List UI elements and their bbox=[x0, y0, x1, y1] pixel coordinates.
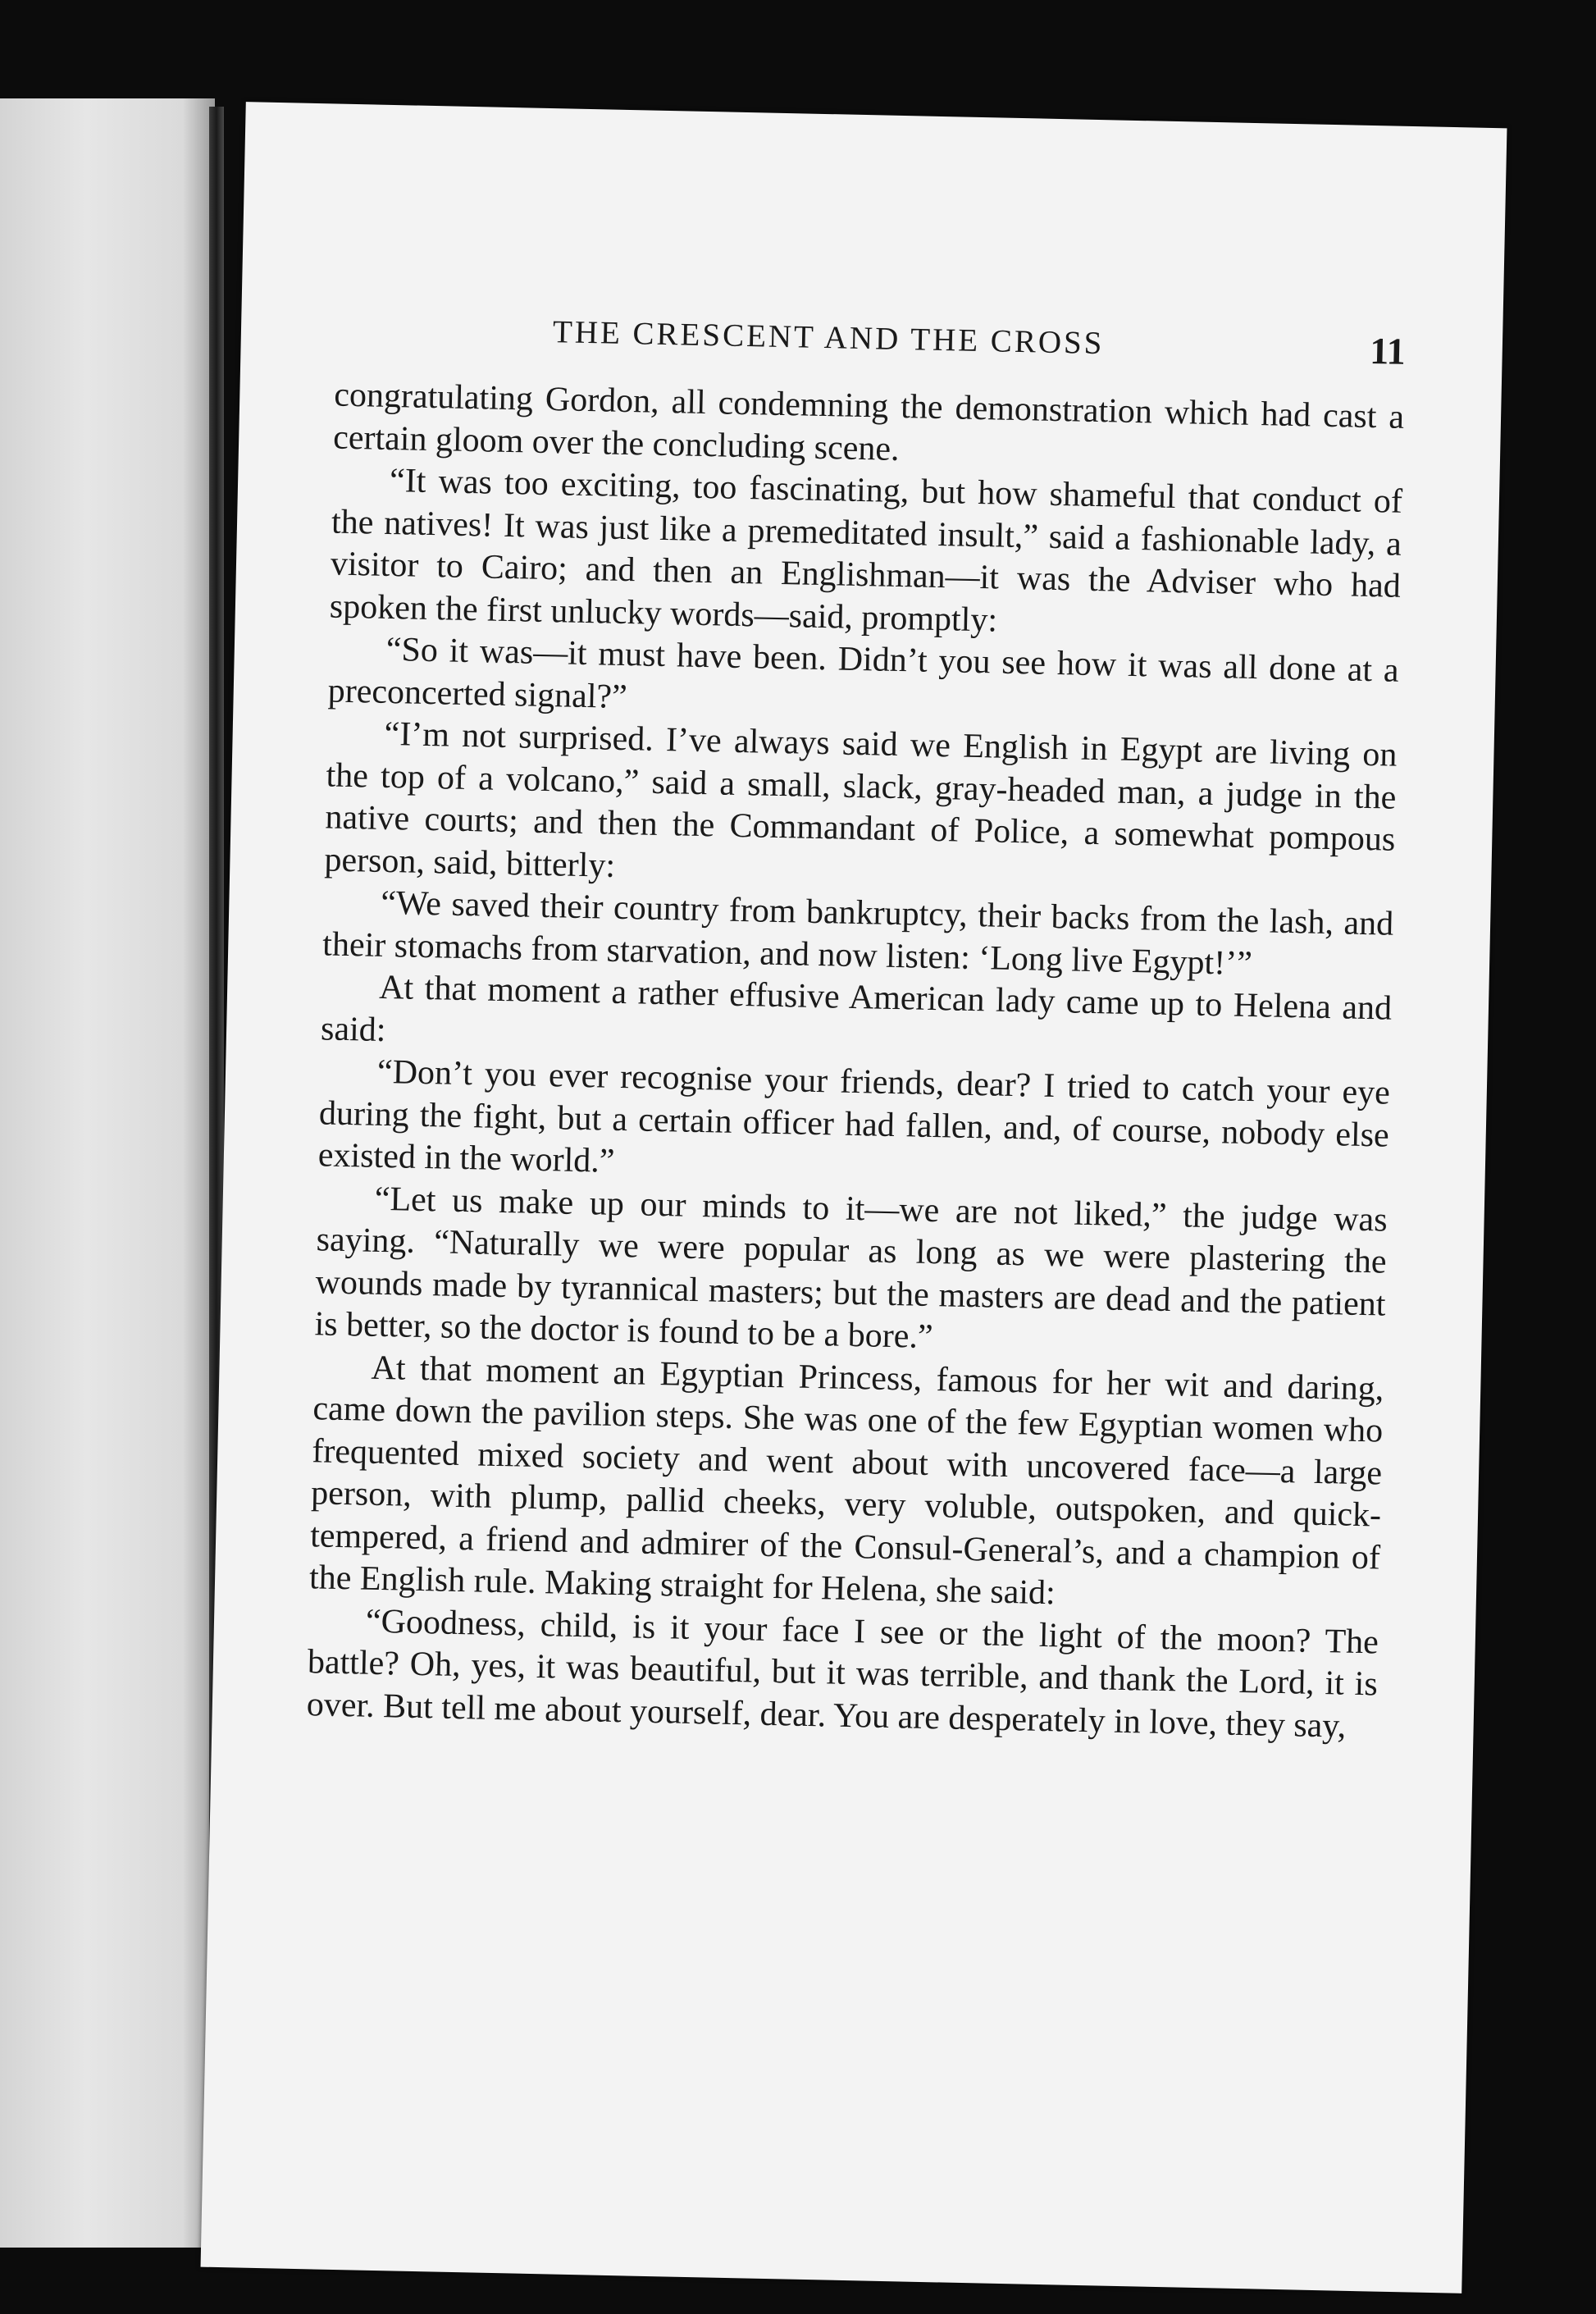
paragraph: “Don’t you ever recognise your friends, dear? I tried to catch your eye during the fight, but a certain officer had fallen, and, of course, nobody else existed in the world.” bbox=[317, 1052, 1391, 1180]
book-page bbox=[201, 102, 1507, 2293]
paragraph: “We saved their country from bankruptcy, their backs from the lash, and their stomachs from starvation, and now listen: ‘Long live Egypt!’” bbox=[321, 883, 1394, 983]
paragraph: “It was too exciting, too fascinating, but how shameful that conduct of the natives! It was just like a premeditated insult,” said a fashionable lady, a visitor to Cairo; and then an Englishman—it was the Adviser who had spoken the first unlucky words—said, promptly: bbox=[329, 461, 1403, 640]
running-title: THE CRESCENT AND THE CROSS bbox=[552, 314, 1105, 362]
paragraph: “I’m not surprised. I’ve always said we English in Egypt are living on the top of a volcano,” said a small, slack, gray-headed man, a judge in the native courts; and then the Commandant of Police, a somewhat pompous person, said, bitterly: bbox=[324, 714, 1398, 885]
paragraph: congratulating Gordon, all condemning the demonstration which had cast a certain gloom over the concluding scene. bbox=[332, 376, 1405, 468]
body-text bbox=[306, 375, 1404, 1749]
paragraph: “Goodness, child, is it your face I see or the light of the moon? The battle? Oh, yes, it was beautiful, but it was terrible, and thank the Lord, it is over. But tell me about yourself, dear. You are desperately in love, they say, bbox=[306, 1602, 1379, 1746]
paragraph: “So it was—it must have been. Didn’t you see how it was all done at a preconcerted signal?” bbox=[327, 630, 1400, 716]
page-number: 11 bbox=[1369, 329, 1407, 372]
paragraph: At that moment an Egyptian Princess, famous for her wit and daring, came down the pavilion steps. She was one of the few Egyptian women who frequented mixed society and went about with uncovered face—a large person, with plump, pallid cheeks, very voluble, outspoken, and quick-tempered, a friend and admirer of the Consul-General’s, and a champion of the English rule. Making straight for Helena, she said: bbox=[308, 1349, 1384, 1613]
facing-page-edge bbox=[0, 98, 215, 2248]
paragraph: At that moment a rather effusive American lady came up to Helena and said: bbox=[320, 968, 1393, 1049]
paragraph: “Let us make up our minds to it—we are not liked,” the judge was saying. “Naturally we were popular as long as we were plastering the wounds made by tyrannical masters; but the masters are dead and the patient is better, so the doctor is found to be a bore.” bbox=[314, 1180, 1389, 1357]
page-content bbox=[306, 309, 1406, 1749]
